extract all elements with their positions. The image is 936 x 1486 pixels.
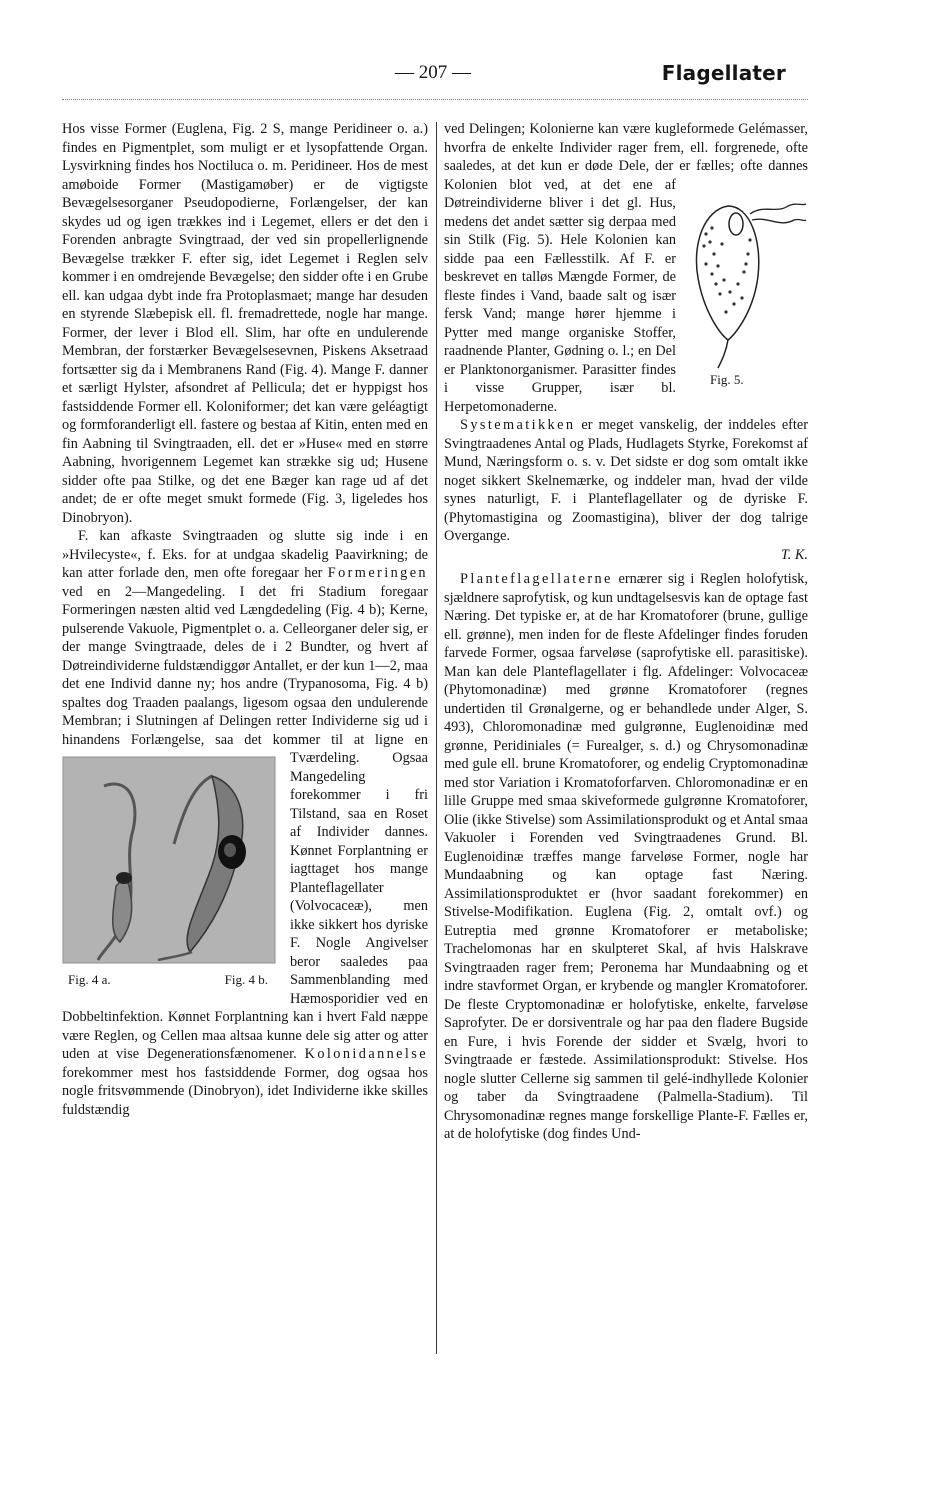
flagellate-colony-icon xyxy=(684,184,808,370)
paragraph xyxy=(444,570,808,1144)
text-span: ernærer sig i Reglen holofytisk, sjældnere saprofytisk, og kun undtagelsesvis kan de optage fast Næring. Det typiske er, at de har Kromatoforer (brune, gullige ell. grønne), men inden for de fleste Afdelinger findes foruden farvede Former, ogsaa farveløse (saprofytiske ell. parasitiske). Man kan dele Planteflagellater i flg. Afdelinger: Volvocaceæ (Phytomonadinæ) med grønne Kromatoforer (regnes undertiden til Grønalgerne, og er behandlede under Alger, S. 493), Chloromonadinæ med gulgrønne, Euglenoidinæ med grønne, Peridiniales (= Furealger, s. d.) og Chrysomonadinæ med gule ell. brune Kromatoforer, og endelig Cryptomonadinæ med stor Variation i Kromatoforfarven. Chloromonadinæ er en lille Gruppe med smaa skiveformede gulgrønne Kromatoforer, Olie (ikke Stivelse) som Assimilationsprodukt og et Antal smaa Vakuoler i Forenden ved Svingtraadenes Grund. Bl. Euglenoidinæ træffes mange farveløse Former, nogle har Mundaabning og kan optage fast Næring. Assimilationsproduktet er (hvor saadant forekommer) en Stivelse-Modifikation. Euglena (Fig. 2, omtalt ovf.) og Eutreptia med grønne Kromatoforer er metaboliske; Trachelomonas har en skulpteret Skal, af hvis Halskrave Svingtraaden rager frem; Peronema har Mundaabning og et indre stavformet Organ, er krybende og mangler Kromatoforer. De fleste Cryptomonadinæ er holofytiske, enkelte, farveløse Saprofyter. De er dorsiventrale og har paa den fladere Bugside en Fure, i hvis Forende der sidder et Svælg, hvori to Svingtraade er fæstede. Assimilationsprodukt: Stivelse. Hos nogle slutter Cellerne sig sammen til gelé-indhyllede Kolonier og taber da Svingtraadene (Palmella-Stadium). Til Chrysomonadinæ regnes mange forskellige Plante-F. Fælles er, at de holofytiske (dog findes Und- xyxy=(444,571,808,1142)
text-span: F. kan afkaste Svingtraaden og slutte sig inde i en »Hvilecyste«, f. Eks. for at undgaa skadelig Paavirkning; de kan atter forlade den, men ofte foregaar her xyxy=(62,528,428,581)
page-number: — 207 — xyxy=(395,62,471,83)
text-span: forekommer mest hos fastsiddende Former, dog ogsaa hos nogle fritsvømmende (Dinobryon), idet Individerne ikke skilles fuldstændig xyxy=(62,1064,428,1118)
spaced-term: Kolonidannelse xyxy=(304,1046,428,1062)
running-title: Flagellater xyxy=(661,61,786,85)
text-span: ved en 2—Mangedeling. I det fri Stadium foregaar Formeringen næsten altid ved Længdedeling (Fig. 4 b); Kerne, pulserende Vakuole, Pigmentplet o. a. Celleorganer deler sig, er der mange Svingtraade, deles de i 2 Bundter, og hvert af Døtreindividerne fuldstændiggør Antallet, er der kun 1—2, maa det ene Individ danne ny; hos andre (Trypanosoma, Fig. 4 b) spaltes dog Traaden paalangs, ligesom ogsaa den undulerende Membran; i Slutningen af Delingen retter Individerne sig ud i hinandens Forlængelse, saa det kommer til at ligne en Tværdeling. Ogsaa Mangedeling forekommer i fri Tilstand, saa en Roset af Individer dannes. Kønnet Forplantning er iagttaget hos mange Planteflagellater (Volvocaceæ), men ikke sikkert hos dyriske F. Nogle Angivelser beror saaledes paa Sammenblanding med Hæmosporidier ved en Dobbeltinfektion. Kønnet Forplantning kan i hvert Fald næppe være Reglen, og Cellen maa altsaa kunne dele sig atter og atter uden at vise Degenerationsfænomener. xyxy=(62,583,428,1062)
spaced-term: Formeringen xyxy=(327,565,428,581)
author-signature: T. K. xyxy=(780,546,808,563)
figure-caption: Fig. 4 a. xyxy=(68,972,111,987)
paragraph xyxy=(444,416,808,564)
spaced-term: Systematikken xyxy=(460,417,576,433)
trypanosome-photo-icon xyxy=(62,756,276,964)
figure-5 xyxy=(684,184,808,390)
figure-caption: Fig. 4 b. xyxy=(224,972,268,987)
spaced-term: Planteflagellaterne xyxy=(460,571,613,587)
figure-caption: Fig. 5. xyxy=(710,372,744,387)
text-span: er meget vanskelig, der inddeles efter Svingtraadenes Antal og Plads, Hudlagets Styrke, Forekomst af Mund, Næringsform o. s. v. Det sidste er dog som omtalt ikke noget sikkert Skelnemærke, og inddeler man, hvad der vilde synes naturligt, F. i Planteflagellater og de dyriske F. (Phytomastigina og Zoomastigina), bliver der dog talrige Overgange. xyxy=(444,417,808,544)
figure-4 xyxy=(62,756,284,992)
column-divider xyxy=(436,122,437,1354)
paragraph: ved Delingen; Kolonierne kan være kugleformede Gelémasser, hvorfra de enkelte Individer rager frem, ell. forgrenede, ofte saaledes, at det kun er døde Dele, der er fælles; ofte dannes Kolonien blot ved, at det ene af Døtreindividerne bliver i det gl. Hus, medens det andet sætter sig derpaa med sin Stilk (Fig. 5). Hele Kolonien kan sidde paa een Fællesstilk. Af F. er beskrevet en talløs Mængde Former, de fleste findes i Vand, baade salt og især fersk Vand; mange hører hjemme i Pytter med mange organiske Stoffer, raadnende Planter, Gødning o. l.; en Del er Planktonorganismer. Parasitter findes i visse Grupper, især bl. Herpetomonaderne. xyxy=(444,121,808,415)
header-rule xyxy=(62,99,808,100)
paragraph: Hos visse Former (Euglena, Fig. 2 S, mange Peridineer o. a.) findes en Pigmentplet, som muligt er et lysopfattende Organ. Lysvirkning findes hos Noctiluca o. m. Peridineer. Hos de mest amøboide Former (Mastigamøber) er de vigtigste Bevægelsesorganer Pseudopodierne, Forlængelser, der kan skydes ud og igen trækkes ind i Legemet, ellers er det den i Forenden anbragte Svingtraad, der ved sin propellerlignende Bevægelse trækker F. efter sig, idet Legemet i Reglen selv kommer i en omdrejende Bevægelse; den sidder ofte i en Grube ell. kan udgaa dybt inde fra Protoplasmaet; mange har desuden en styrende Slæbepisk ell. fl. fremadrettede, nogle har mange. Former, der lever i Blod ell. Slim, har ofte en undulerende Membran, der forstærker Bevægelsesevnen, Piskens Aksetraad fortsætter sig da i Membranens Rand (Fig. 4). Mange F. danner et særligt Hylster, afsondret af Pellicula; det er hyppigst hos fastsiddende Former ell. Koloniformer; det kan være geléagtigt og formforanderligt ell. fastere og bestaa af Kitin, enten med en fin Aabning til Svingtraaden, ell. det er »Huse« med en større Aabning, hvorigennem Legemet kan strække sig ud; Husene sidder ofte paa Stilke, og det ene Bæger kan rage ud af det andet; de er ofte meget smukt formede (Fig. 3, ligeledes hos Dinobryon). xyxy=(62,121,428,526)
